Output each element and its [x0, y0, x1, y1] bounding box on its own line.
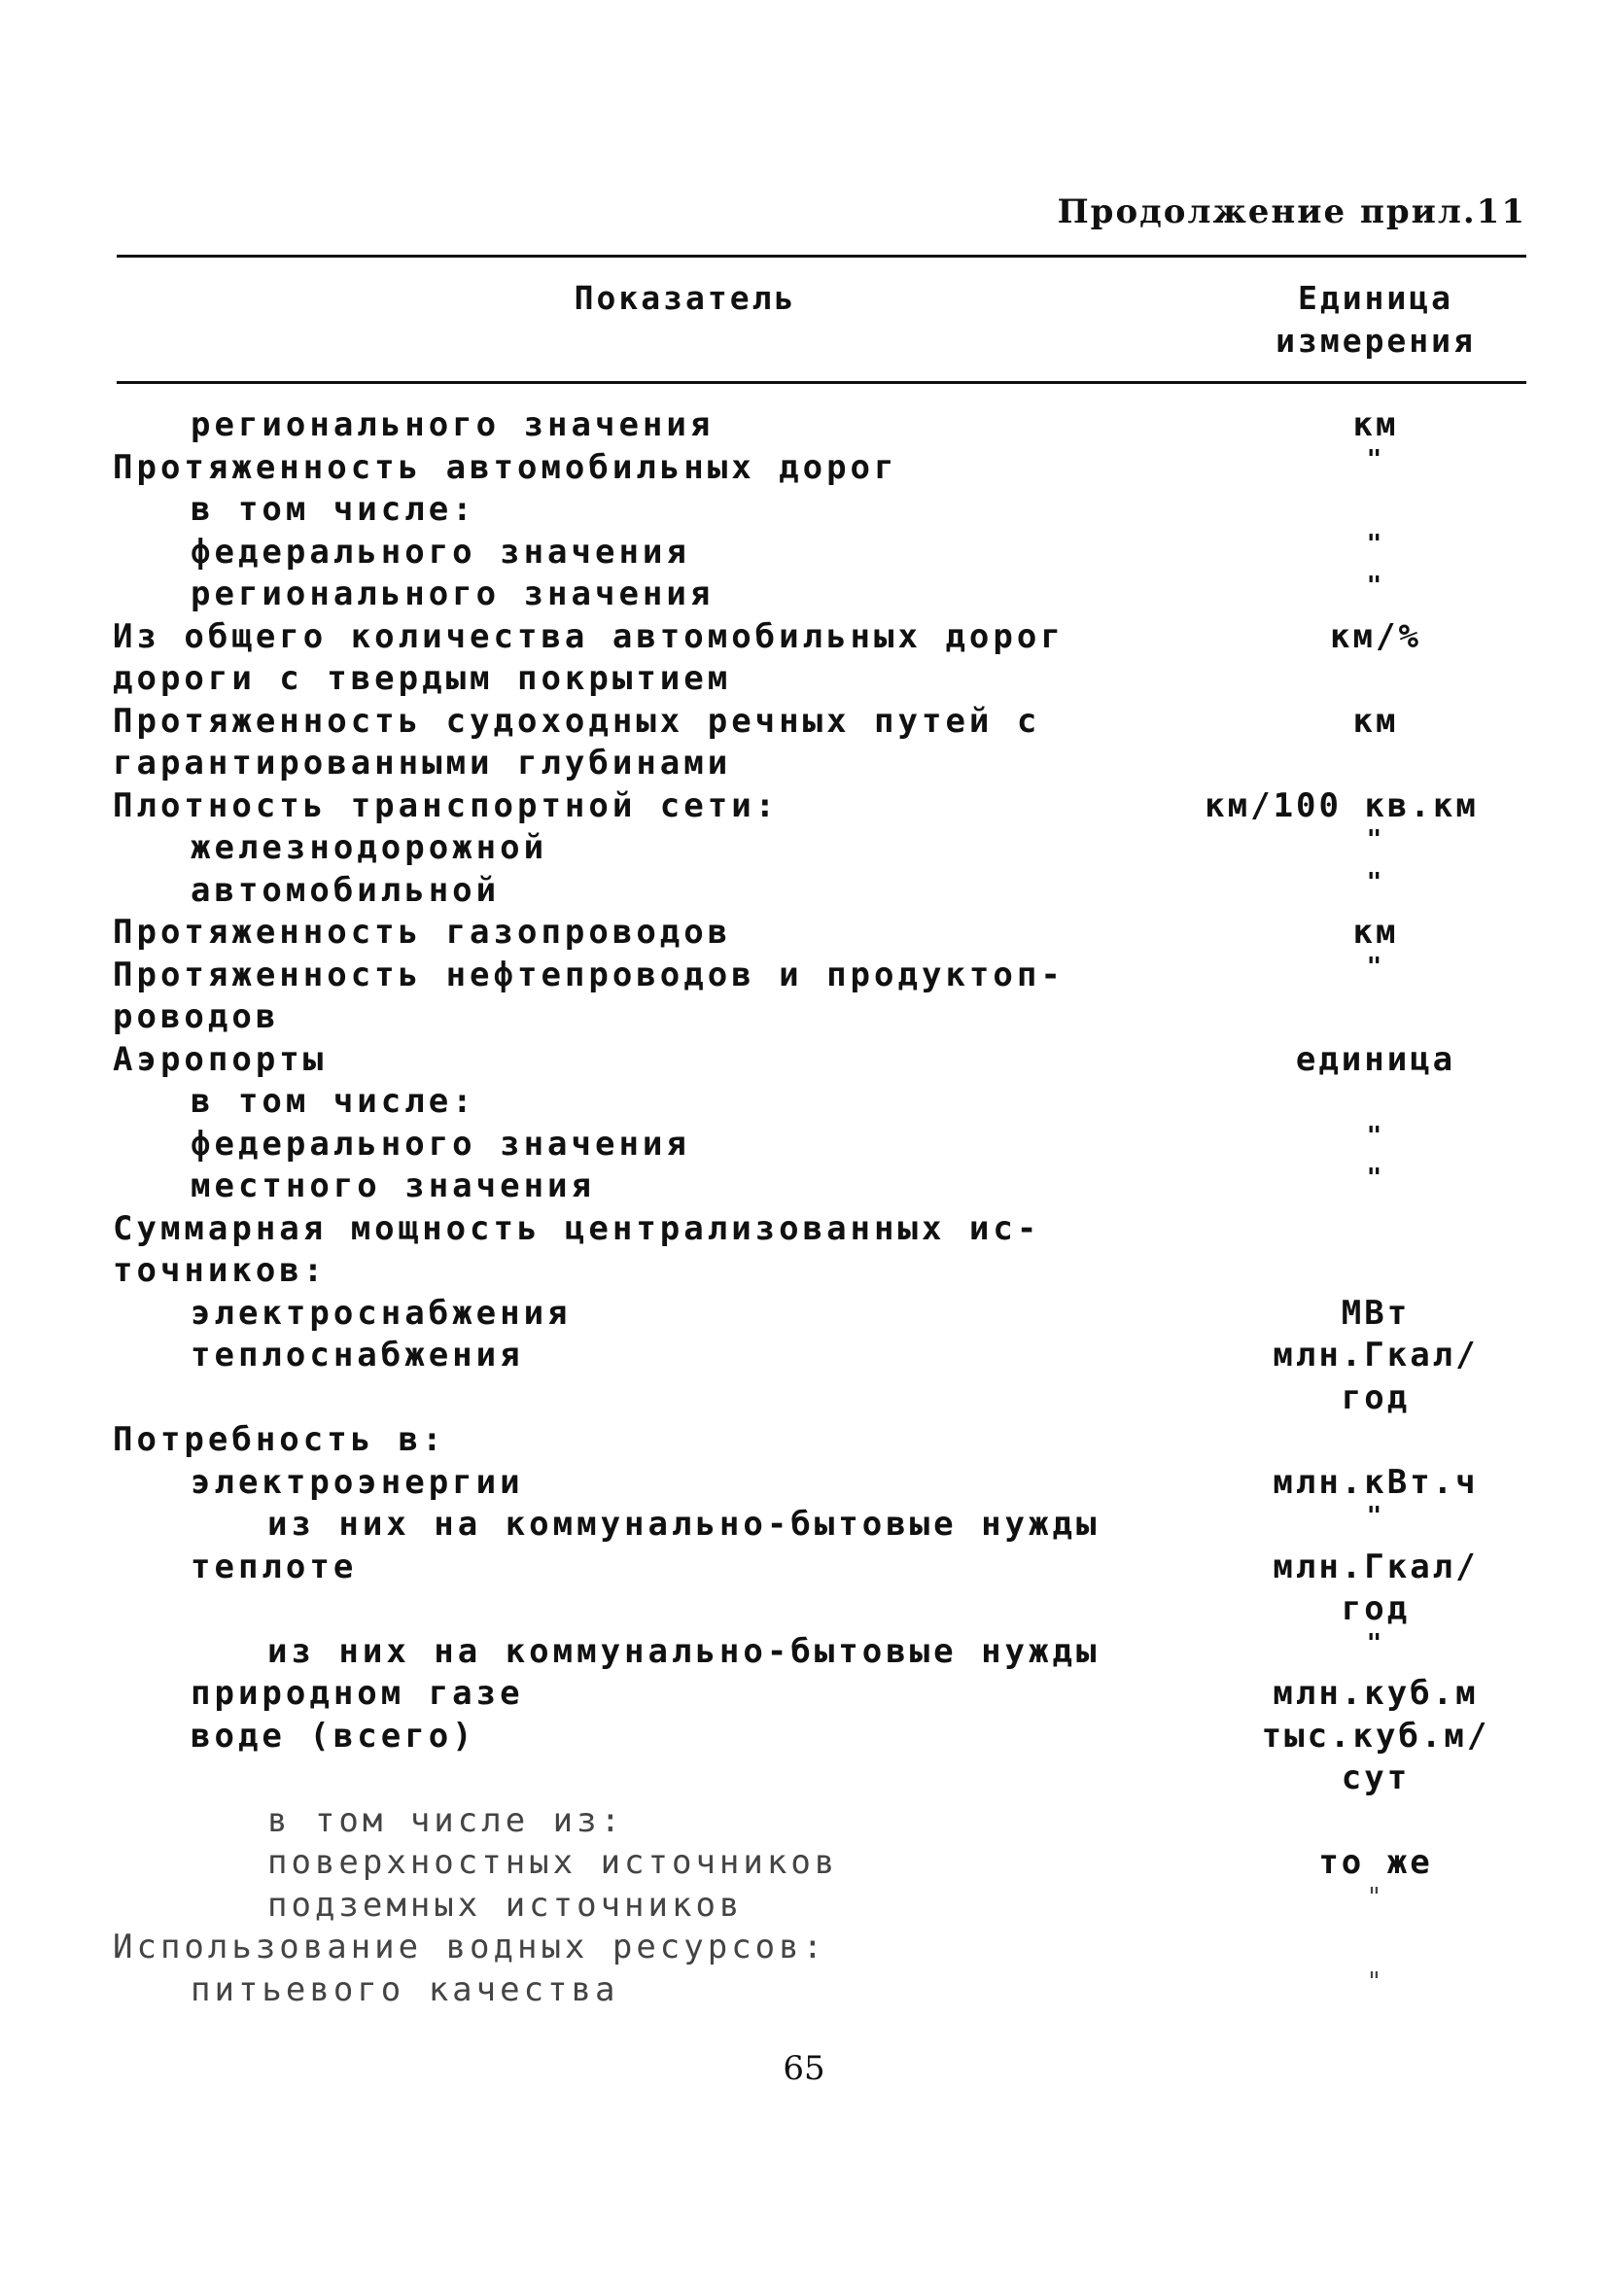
table-row: [0, 1250, 1608, 1293]
row-label: Плотность транспортной сети:: [113, 785, 780, 825]
row-label: природном газе: [191, 1674, 524, 1713]
table-row: [0, 996, 1608, 1039]
row-label: в том числе:: [191, 1082, 476, 1121]
table-row: [0, 701, 1608, 744]
row-unit: сут: [1341, 1758, 1411, 1797]
row-label: питьевого качества: [191, 1969, 619, 2009]
table-row: [0, 1800, 1608, 1843]
table-row: [0, 912, 1608, 955]
row-label: Протяженность автомобильных дорог: [113, 447, 898, 487]
row-label: Суммарная мощность централизованных ис-: [113, 1208, 1041, 1248]
row-unit: км/%: [1330, 616, 1421, 656]
row-unit: ": [1366, 1628, 1385, 1658]
row-label: из них на коммунально-бытовые нужды: [267, 1505, 1101, 1544]
table-row: [0, 1121, 1608, 1166]
table-row: [0, 1039, 1608, 1082]
table-row: [0, 616, 1608, 659]
table-row: [0, 1927, 1608, 1969]
row-label: теплоте: [191, 1547, 358, 1586]
table-row: [0, 658, 1608, 701]
row-label: Аэропорты: [113, 1039, 328, 1079]
row-label: федерального значения: [191, 532, 690, 572]
row-unit: единица: [1295, 1039, 1456, 1079]
row-unit: ": [1366, 1502, 1385, 1531]
row-label: Использование водных ресурсов:: [113, 1928, 827, 1966]
row-unit: ": [1366, 1882, 1385, 1912]
row-unit: млн.Гкал/: [1273, 1547, 1479, 1586]
row-unit: МВт: [1341, 1293, 1411, 1333]
table-row: [0, 404, 1608, 447]
row-label: точников:: [113, 1251, 328, 1290]
row-label: теплоснабжения: [191, 1336, 524, 1374]
row-unit: км/100 кв.км: [1205, 785, 1479, 825]
table-row: [0, 529, 1608, 574]
table-row: [0, 1462, 1608, 1505]
table-row: [0, 1419, 1608, 1462]
table-row: [0, 952, 1608, 997]
row-unit: ": [1366, 952, 1385, 982]
row-label: в том числе:: [191, 490, 476, 529]
row-unit: то же: [1318, 1843, 1433, 1882]
row-unit: млн.кВт.ч: [1273, 1462, 1479, 1502]
table-row: [0, 574, 1608, 616]
row-unit: год: [1341, 1377, 1411, 1417]
row-label: Протяженность газопроводов: [113, 913, 732, 952]
table-row: [0, 785, 1608, 828]
row-label: местного значения: [191, 1166, 595, 1205]
row-unit: ": [1366, 444, 1385, 474]
table-row: [0, 1628, 1608, 1674]
row-unit: ": [1366, 1164, 1385, 1193]
row-unit: тыс.куб.м/: [1261, 1716, 1490, 1756]
row-label: Потребность в:: [113, 1420, 446, 1459]
table-body: [0, 404, 1608, 2011]
row-label: электроэнергии: [191, 1462, 524, 1502]
table-row: [0, 444, 1608, 490]
row-label: регионального значения: [191, 574, 715, 613]
row-label: Протяженность нефтепроводов и продуктоп-: [113, 955, 1065, 994]
row-unit: ": [1366, 867, 1385, 897]
table-row: [0, 1588, 1608, 1631]
table-row: [0, 1547, 1608, 1589]
table-row: [0, 867, 1608, 913]
row-label: Протяженность судоходных речных путей с: [113, 701, 1041, 741]
table-row: [0, 1716, 1608, 1758]
row-unit: ": [1366, 529, 1385, 559]
row-unit: км: [1352, 913, 1399, 952]
table-row: [0, 1208, 1608, 1251]
column-header-unit: [1244, 277, 1507, 363]
row-label: поверхностных источников: [267, 1843, 839, 1882]
table-row: [0, 1842, 1608, 1885]
row-unit: млн.Гкал/: [1273, 1336, 1479, 1374]
table-row: [0, 1293, 1608, 1336]
row-unit: млн.куб.м: [1273, 1674, 1479, 1713]
table-top-rule: [117, 255, 1526, 258]
row-unit: ": [1366, 1121, 1385, 1151]
row-label: в том числе из:: [267, 1800, 625, 1840]
row-label: федерального значения: [191, 1124, 690, 1164]
column-header-indicator-label: Показатель: [574, 279, 797, 317]
row-unit: ": [1366, 1966, 1385, 1997]
column-header-indicator: [408, 277, 962, 320]
row-label: воде (всего): [191, 1716, 476, 1756]
row-unit: ": [1366, 825, 1385, 854]
row-label: автомобильной: [191, 870, 501, 910]
table-row: [0, 1335, 1608, 1377]
row-unit: км: [1352, 405, 1399, 444]
table-row: [0, 1673, 1608, 1716]
page-number: 65: [783, 2049, 825, 2088]
table-row: [0, 1504, 1608, 1547]
row-unit: км: [1352, 701, 1399, 741]
column-header-unit-line1: Единица: [1297, 279, 1454, 317]
row-label: подземных источников: [267, 1885, 744, 1925]
row-label: железнодорожной: [191, 828, 548, 867]
table-row: [0, 1081, 1608, 1124]
row-label: Из общего количества автомобильных дорог: [113, 616, 1065, 656]
continuation-heading: Продолжение прил.11: [1057, 192, 1526, 231]
table-header-rule: [117, 381, 1526, 384]
table-row: [0, 1966, 1608, 2012]
table-row: [0, 827, 1608, 870]
row-label: регионального значения: [191, 405, 715, 444]
column-header-unit-line2: измерения: [1276, 322, 1476, 360]
table-row: [0, 1882, 1608, 1928]
table-row: [0, 743, 1608, 785]
table-row: [0, 1377, 1608, 1420]
table-row: [0, 1165, 1608, 1208]
row-label: электроснабжения: [191, 1293, 572, 1333]
row-label: роводов: [113, 997, 280, 1036]
row-label: дороги с твердым покрытием: [113, 659, 732, 698]
row-unit: год: [1341, 1589, 1411, 1628]
table-row: [0, 489, 1608, 532]
row-label: из них на коммунально-бытовые нужды: [267, 1631, 1101, 1671]
table-row: [0, 1757, 1608, 1800]
row-unit: ": [1366, 572, 1385, 601]
row-label: гарантированными глубинами: [113, 744, 732, 783]
